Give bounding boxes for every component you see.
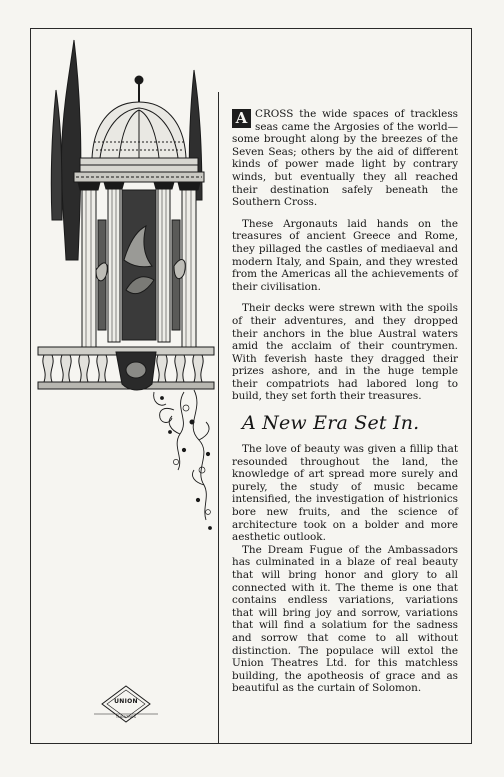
logo-subtext: THEATRES bbox=[115, 715, 137, 719]
column-divider bbox=[218, 92, 219, 744]
rotunda-illustration bbox=[34, 30, 216, 545]
union-theatres-logo bbox=[92, 684, 160, 726]
intro-paragraph-1 bbox=[232, 108, 458, 209]
intro-paragraph-2: These Argonauts laid hands on the treasures of ancient Greece and Rome, they pillaged the castles of mediaeval and modern Italy, and Spain, and they wrested from the Americas all the achievements of their civilisation. bbox=[232, 217, 458, 293]
section-heading: A New Era Set In. bbox=[242, 412, 420, 435]
logo-text: UNION bbox=[114, 698, 138, 705]
article-column bbox=[232, 108, 458, 704]
body-paragraph-2: The Dream Fugue of the Ambassadors has culminated in a blaze of real beauty that will bring honor and glory to all connected with it. The theme is one that contains endless variations, variations that will bring joy and sorrow, variations that will find a solatium for the sadness and sorrow that come to all without distinction. The populace will extol the Union Theatres Ltd. for this matchless building, the apotheosis of grace and as beautiful as the curtain of Solomon. bbox=[232, 543, 458, 695]
body-paragraph-1: The love of beauty was given a fillip that resounded throughout the land, the knowledge of art spread more surely and purely, the study of music became intensified, the investigation of histrionics bore new fruits, and the science of architecture took on a bolder and more aesthetic outlook. bbox=[232, 443, 458, 544]
drop-cap: A bbox=[232, 109, 251, 128]
intro-paragraph-3: Their decks were strewn with the spoils of their adventures, and they dropped their anchors in the blue Austral waters amid the acclaim of their countrymen. With feverish haste they dragged their prizes ashore, and in the huge temple their compatriots had labored long to build, they set forth their treasures. bbox=[232, 302, 458, 403]
intro-paragraph-1-text: CROSS the wide spaces of trackless seas came the Argosies of the world—some brought along by the breezes of the Seven Seas; others by the aid of different kinds of power made light by contrary winds, but eventually they all reached their destination safely beneath the Southern Cross. bbox=[232, 108, 458, 209]
diamond-emblem-icon bbox=[92, 684, 160, 726]
